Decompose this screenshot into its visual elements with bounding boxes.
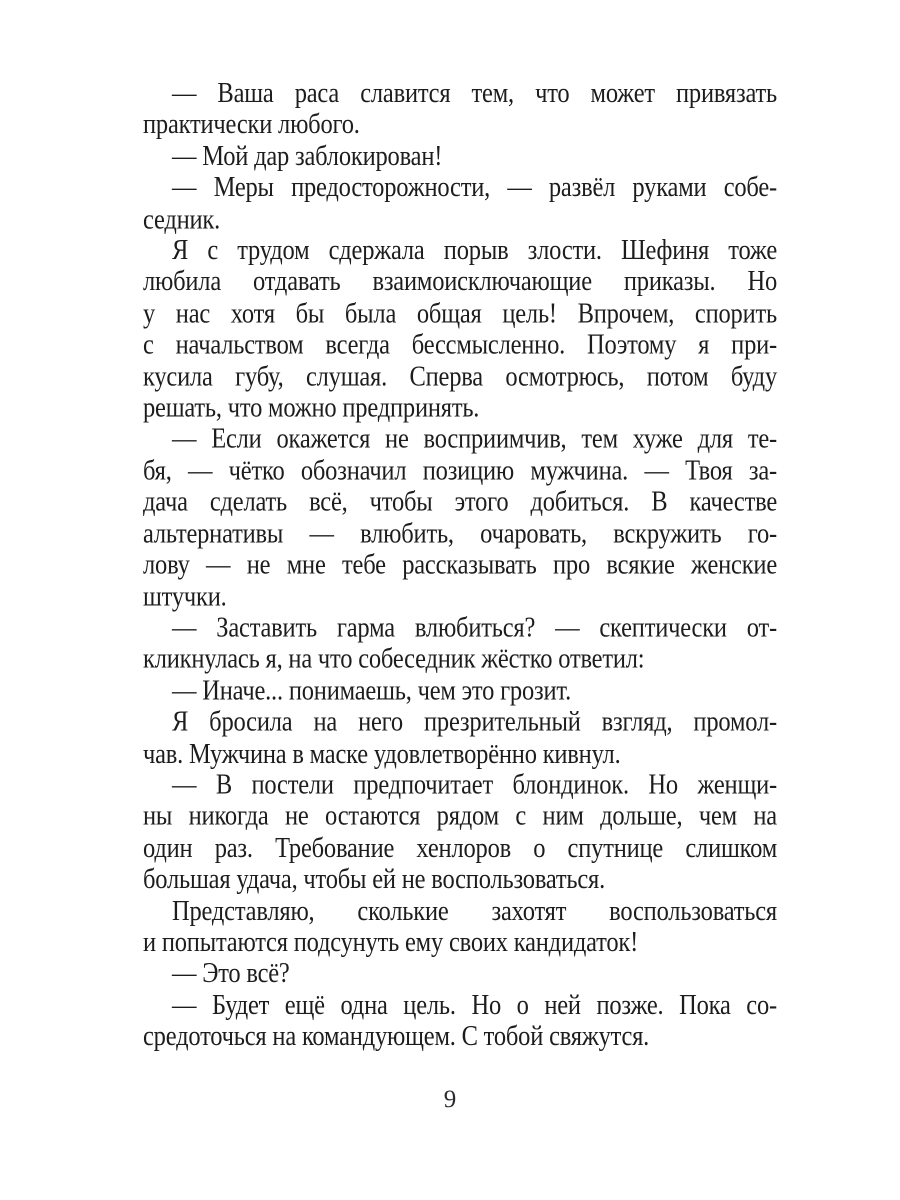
- text-line: и попытаются подсунуть ему своих кандидаток!: [143, 926, 639, 958]
- text-line: чав. Мужчина в маске удовлетворённо кивнул.: [143, 738, 621, 770]
- text-line: седник.: [143, 203, 221, 235]
- paragraph: [143, 78, 777, 141]
- text-line: — Будет ещё одна цель. Но о ней позже. Пока со-: [172, 989, 777, 1021]
- paragraph: [143, 172, 777, 235]
- text-line: штучки.: [143, 580, 227, 612]
- text-line: кусила губу, слушая. Сперва осмотрюсь, потом буду: [143, 360, 777, 392]
- page-number: 9: [443, 1086, 457, 1113]
- text-line: кликнулась я, на что собеседник жёстко ответил:: [143, 643, 645, 675]
- text-line: — Мой дар заблокирован!: [172, 140, 443, 172]
- text-line: лову — не мне тебе рассказывать про всякие женские: [143, 549, 777, 581]
- text-line: альтернативы — влюбить, очаровать, вскружить го-: [143, 518, 777, 550]
- text-line: ны никогда не остаются рядом с ним дольше, чем на: [143, 801, 777, 832]
- text-line: дача сделать всё, чтобы этого добиться. В качестве: [143, 486, 777, 518]
- text-line: — Меры предосторожности, — развёл руками собе-: [172, 172, 777, 204]
- text-line: — Заставить гарма влюбиться? — скептически от-: [172, 612, 777, 644]
- text-line: один раз. Требование хенлоров о спутнице слишком: [143, 832, 777, 864]
- paragraph: [143, 612, 777, 675]
- paragraph: [143, 990, 777, 1053]
- text-line: Я с трудом сдержала порыв злости. Шефиня тоже: [172, 235, 777, 267]
- text-line: большая удача, чтобы ей не воспользоваться.: [143, 863, 606, 895]
- text-line: — Иначе... понимаешь, чем это грозит.: [172, 675, 572, 707]
- text-line: у нас хотя бы была общая цель! Впрочем, спорить: [143, 298, 777, 330]
- page-text: [143, 78, 777, 1052]
- text-line: решать, что можно предпринять.: [143, 392, 480, 424]
- text-line: — В постели предпочитает блондинок. Но женщи-: [172, 769, 777, 801]
- paragraph: [143, 424, 777, 613]
- text-line: с начальством всегда бессмысленно. Поэтому я при-: [143, 329, 777, 361]
- text-line: — Ваша раса славится тем, что может привязать: [172, 78, 777, 109]
- paragraph: [143, 707, 777, 770]
- text-line: — Если окажется не восприимчив, тем хуже для те-: [172, 423, 777, 455]
- paragraph: [143, 958, 777, 989]
- paragraph: [143, 675, 777, 706]
- text-line: любила отдавать взаимоисключающие приказы. Но: [143, 266, 777, 298]
- text-line: бя, — чётко обозначил позицию мужчина. — Твоя за-: [143, 455, 777, 487]
- text-line: Представляю, сколькие захотят воспользоваться: [172, 895, 777, 927]
- text-line: средоточься на командующем. С тобой свяжутся.: [143, 1021, 650, 1053]
- paragraph: [143, 235, 777, 424]
- text-line: Я бросила на него презрительный взгляд, промол-: [172, 706, 777, 738]
- paragraph: [143, 895, 777, 958]
- paragraph: [143, 770, 777, 896]
- text-line: практически любого.: [143, 109, 360, 141]
- text-line: — Это всё?: [172, 958, 290, 990]
- paragraph: [143, 141, 777, 172]
